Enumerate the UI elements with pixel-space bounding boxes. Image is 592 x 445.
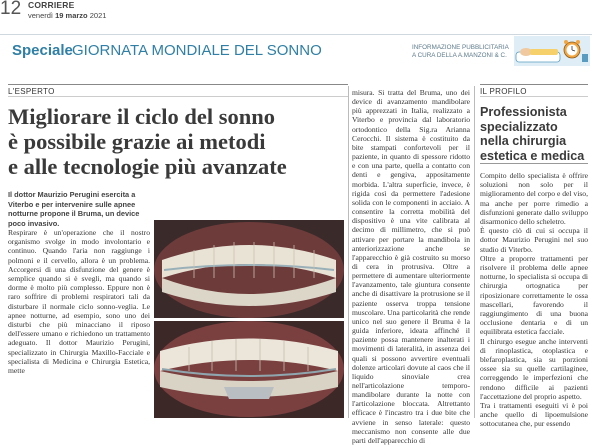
dental-device-photo-lower: [154, 321, 344, 418]
profile-paragraph: Oltre a proporre trattamenti per risolvere il problema delle apnee notturne, lo specialista si occupa di chirurgia ortognatica per riposizionare correttamente le ossa mascellari, favorendo il raggiungimento di una buona occlusione dentaria e di un equilibrata estetica facciale.: [480, 253, 588, 337]
special-section-title: GIORNATA MONDIALE DEL SONNO: [72, 42, 322, 59]
date-day-month: 19 marzo: [55, 11, 88, 20]
profile-body: [480, 171, 588, 429]
kicker-underline-right: [480, 96, 588, 97]
headline-line: è possibile grazie ai metodi: [8, 129, 266, 154]
profile-paragraph: Compito dello specialista è offrire soluzioni non solo per il miglioramento del corpo e del viso, ma anche per porre rimedio a disfunzioni generate dallo sviluppo disarmonico dello scheletro.: [480, 171, 588, 227]
promo-notice-line2: A CURA DELLA A.MANZONI & C.: [412, 52, 507, 59]
sleeping-person-alarm-clock-icon: [514, 36, 590, 66]
promo-notice-line1: INFORMAZIONE PUBBLICITARIA: [412, 44, 509, 51]
banner-top-rule: [0, 34, 592, 35]
profile-paragraph: Il chirurgo esegue anche interventi di rinoplastica, otoplastica e blefaroplastica, sia su porzioni ossee sia su quelle cartilaginee, correggendo le imperfezioni che rendono difficile ai pazienti l'accettazione del proprio aspetto.: [480, 336, 588, 401]
profile-headline-line: estetica e medica: [480, 148, 585, 163]
headline-line: Migliorare il ciclo del sonno: [8, 104, 276, 129]
headline-line: e alle tecnologie più avanzate: [8, 154, 287, 179]
column-separator-2: [474, 86, 475, 418]
article-standfirst: Il dottor Maurizio Perugini esercita a Viterbo e per intervenire sulle apnee notturne propone il Bruma, un device poco invasivo.: [8, 190, 140, 228]
special-label: Speciale: [12, 42, 73, 59]
page-number: 12: [0, 0, 22, 19]
profile-headline-line: Professionista: [480, 105, 567, 119]
profile-kicker: IL PROFILO: [480, 87, 527, 96]
profile-headline-line: specializzato: [480, 119, 558, 134]
article-kicker: L'ESPERTO: [8, 87, 55, 96]
article-body-middle: misura. Si tratta del Bruma, uno dei device di avanzamento mandibolare più apprezzati in Italia, realizzato a Viterbo e provincia dal laboratorio ortodontico della Sig.ra Arianna Cerocchi. Il sistema è costituito da bite stampati confortevoli per il paziente, in quanto di spessore ridotto e con una parte, quella a contatto con denti e gengiva, appositamente morbida. L'altra superficie, invece, è rigida così da permettere l'adesione solida con le componenti in acciaio. A consentire la corretta mobilità del dispositivo è una vite calibrata al decimo di millimetro, che si può attivare per portare la mandibola in anteriorizzazione anche se l'apparecchio è già costruito su morso di cera in protrusiva. Oltre a permettere di aumentare ulteriormente l'avanzamento, tale giuntura consente anche di disattivare la protrusione se il paziente osserva troppa tensione muscolare. Una particolarità che rende unico nel suo genere il Bruma è la guida inferiore, ideata affinché il paziente possa mantenere inalterati i movimenti di lateralità, in assenza dei quali si possono avvertire eventuali dolenze articolari dovute al caos che il liquido sinoviale crea nell'articolazione temporo-mandibolare durante la notte con l'articolazione bloccata. Altrettanto efficace è l'incastro tra i due bite che avviene in senso laterale: questo meccanismo non consente alle due parti dell'apparecchio di: [352, 88, 470, 445]
profile-paragraph: È questo ciò di cui si occupa il dottor Maurizio Perugini nel suo studio di Viterbo.: [480, 226, 588, 254]
dental-device-photo-upper: [154, 220, 344, 318]
newspaper-brand: CORRIERE: [28, 0, 75, 10]
profile-headline: [480, 105, 586, 163]
kicker-rule-right: [480, 84, 588, 85]
article-body-left: Respirare è un'operazione che il nostro organismo svolge in modo involontario e continuo. Quando l'aria non raggiunge i polmoni e il cervello, allora è un problema. Accorgersi di una disfunzione del genere è semplice quando si è svegli, ma quando si dorme è molto più complesso. Eppure non è raro soffrire di problemi respiratori tali da disturbare il normale ciclo sonno-veglia. Le apnee notturne, ad esempio, sono uno dei disturbi che più minacciano il riposo dell'essere umano e richiedono un trattamento adeguato. Il dottor Maurizio Perugini, specializzato in Chirurgia Maxillo-Facciale e specialista di Medicina e Chirurgia Estetica, mette: [8, 228, 150, 376]
kicker-underline-left: [8, 96, 348, 97]
date-year: 2021: [89, 11, 107, 20]
profile-headline-line: nella chirurgia: [480, 134, 567, 149]
kicker-rule-left: [8, 84, 348, 85]
profile-paragraph: Tra i trattamenti eseguiti vi è poi anche quello di lipoemulsione sottocutanea che, pur essendo: [480, 401, 588, 429]
column-separator-1: [348, 86, 349, 418]
date-weekday: venerdì: [28, 11, 54, 20]
issue-date: [28, 11, 106, 20]
article-headline: [8, 104, 348, 179]
